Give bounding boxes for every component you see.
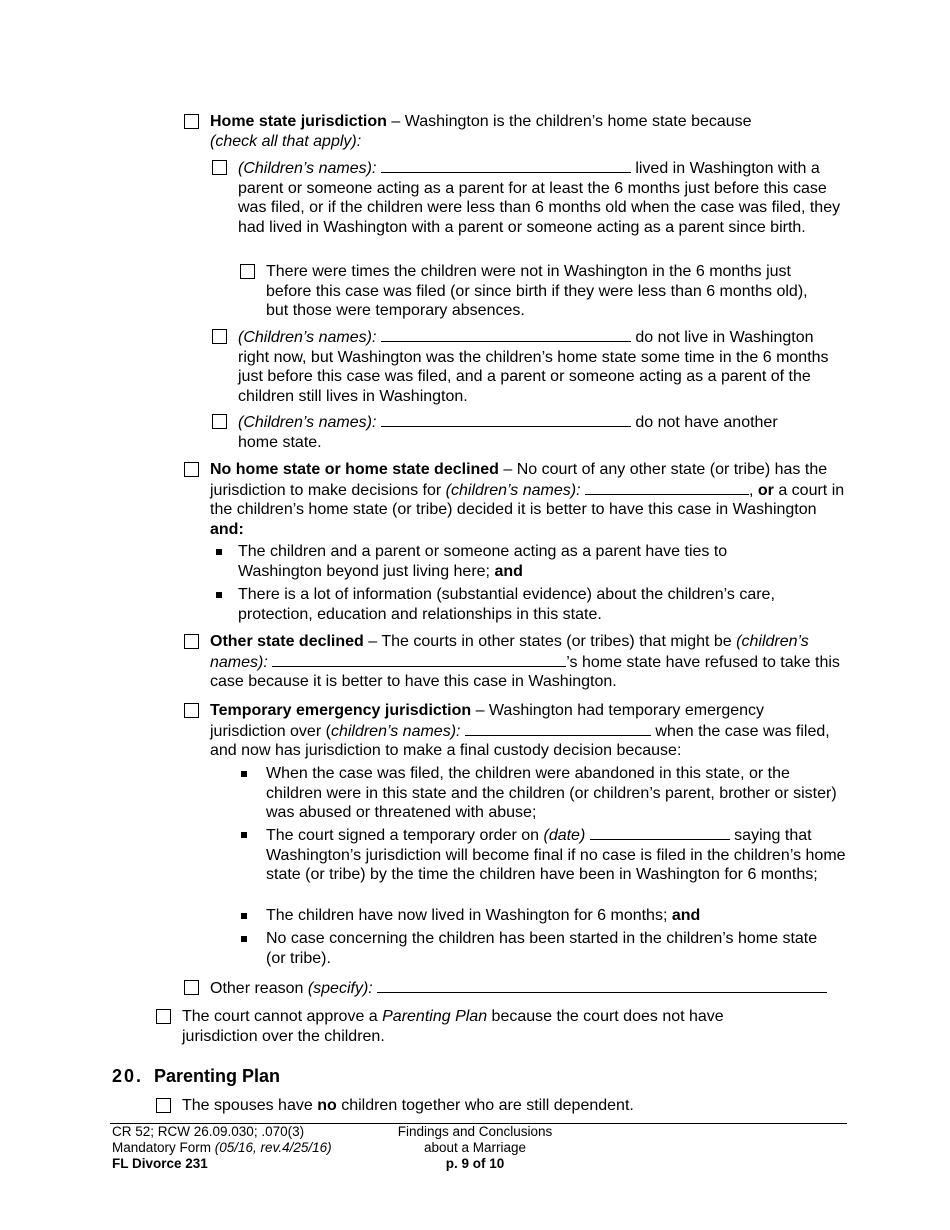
temporary-bullet3: The children have now lived in Washington for 6 months; and [266,907,701,924]
footer-left: CR 52; RCW 26.09.030; .070(3) Mandatory Form (05/16, rev.4/25/16) FL Divorce 231 [112,1124,332,1171]
bullet-icon [241,936,247,942]
home-state-instruction: (check all that apply): [210,132,362,150]
temporary-absence-text: There were times the children were not in Washington in the 6 months just before this case was filed (or since birth if they were less than 6 months old), but those were temporary absences. [266,263,808,320]
no-home-state-block: No home state or home state declined – No court of any other state (or tribe) has the jurisdiction to make decisions for (children’s names): , or a court in the children’s home state (or tribe) decided it is better to have this case in Washington and: [210,461,845,538]
home-state-block: Home state jurisdiction – Washington is the children’s home state because (check all that apply): [210,113,752,150]
no-dependent-children-checkbox[interactable] [156,1098,171,1113]
children-names-field-3[interactable] [381,412,631,427]
no-home-state-bullet1: The children and a parent or someone acting as a parent have ties to Washington beyond just living here; and [238,543,728,580]
no-home-state-bullet2: There is a lot of information (substantial evidence) about the children’s care, protection, education and relationships in this state. [238,586,775,623]
home-state-option3-checkbox[interactable] [212,414,227,429]
children-names-field-5[interactable] [272,652,566,667]
bullet-icon [216,592,222,598]
footer-center: Findings and Conclusions about a Marriage p. 9 of 10 [397,1124,553,1171]
children-names-field-2[interactable] [381,327,631,342]
temporary-emergency-block: Temporary emergency jurisdiction – Washington had temporary emergency jurisdiction over (children’s names): when the case was filed, and now has jurisdiction to make a final custody decision because: [210,702,830,760]
other-reason-field[interactable] [377,978,827,993]
no-home-state-checkbox[interactable] [184,462,199,477]
date-field[interactable] [590,825,730,840]
section-20-title: Parenting Plan [154,1066,281,1086]
home-state-option3: (Children’s names): do not have another home state. [238,414,778,451]
children-names-field-4[interactable] [585,480,749,495]
children-names-field-1[interactable] [381,158,631,173]
cannot-approve-text: The court cannot approve a Parenting Plan because the court does not have jurisdiction over the children. [182,1008,724,1045]
no-dependent-children-text: The spouses have no children together who are still dependent. [182,1097,634,1114]
bullet-icon [241,913,247,919]
other-reason-row: Other reason (specify): [210,978,850,999]
temporary-bullet2: The court signed a temporary order on (date) saying that Washington’s jurisdiction will become final if no case is filed in the children’s home state (or tribe) by the time the children have been in Washington for 6 months; [266,827,846,884]
cannot-approve-checkbox[interactable] [156,1009,171,1024]
other-state-block: Other state declined – The courts in other states (or tribes) that might be (children’s names): ’s home state have refused to take this case because it is better to have this case in Washington. [210,633,840,691]
other-reason-checkbox[interactable] [184,980,199,995]
temporary-bullet1: When the case was filed, the children were abandoned in this state, or the children were in this state and the children (or children’s parent, brother or sister) was abused or threatened with abuse; [266,765,837,822]
bullet-icon [241,832,247,838]
home-state-checkbox[interactable] [184,114,199,129]
home-state-option2-checkbox[interactable] [212,329,227,344]
other-state-checkbox[interactable] [184,634,199,649]
children-names-field-6[interactable] [465,721,651,736]
home-state-option1: (Children’s names): lived in Washington with a parent or someone acting as a parent for at least the 6 months just before this case was filed, or if the children were less than 6 months old when the case was filed, they had lived in Washington with a parent or someone acting as a parent since birth. [238,160,841,236]
home-state-title: Home state jurisdiction [210,113,387,130]
home-state-option1-checkbox[interactable] [212,160,227,175]
temporary-absence-checkbox[interactable] [240,264,255,279]
section-20-number: 20. [112,1066,144,1086]
home-state-option2: (Children’s names): do not live in Washington right now, but Washington was the children’s home state some time in the 6 months just before this case was filed, and a parent or someone acting as a parent of the children still lives in Washington. [238,329,829,405]
temporary-bullet4: No case concerning the children has been started in the children’s home state (or tribe). [266,930,818,967]
bullet-icon [216,549,222,555]
temporary-emergency-checkbox[interactable] [184,703,199,718]
bullet-icon [241,771,247,777]
